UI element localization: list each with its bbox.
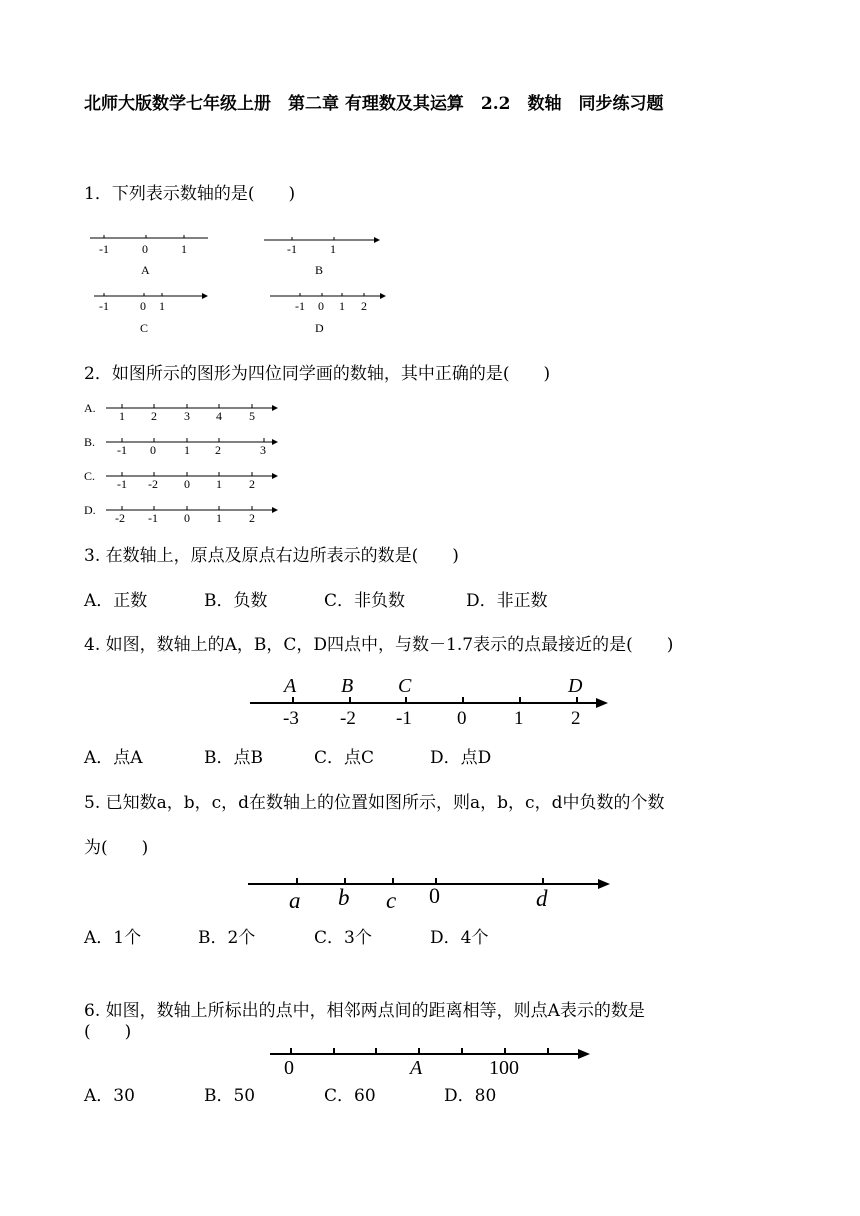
q5-point-a: a [289, 888, 301, 913]
q5-point-c: c [386, 888, 397, 913]
q2-d-tick-neg1: -1 [148, 511, 158, 525]
q1-option-d-axis [270, 293, 386, 335]
q2-c-tick-1: 1 [216, 477, 222, 491]
q3-option-a: A．正数 [84, 591, 148, 611]
q2-a-tick-1: 1 [119, 409, 125, 423]
q4-tick-neg1: -1 [396, 708, 412, 729]
question-3-stem: 3. 在数轴上，原点及原点右边所表示的数是( ) [84, 546, 459, 566]
question-2-stem: 2．如图所示的图形为四位同学画的数轴，其中正确的是( ) [84, 364, 551, 384]
q1-a-label: A [141, 263, 150, 277]
q2-b-tick-1: 1 [184, 443, 190, 457]
q2-row-b-label: B. [84, 435, 96, 449]
q4-tick-neg2: -2 [340, 708, 356, 729]
q4-tick-2: 2 [571, 708, 581, 729]
q4-option-c: C．点C [314, 748, 375, 768]
q4-point-d: D [568, 675, 583, 697]
q6-option-b: B．50 [204, 1086, 256, 1106]
q1-d-tick-2: 2 [361, 299, 367, 313]
q5-origin-label: 0 [429, 883, 440, 908]
q1-d-label: D [315, 321, 324, 335]
q6-tick-100: 100 [489, 1057, 519, 1079]
q4-tick-0: 0 [457, 708, 467, 729]
q1-option-a-axis [90, 235, 208, 277]
q1-option-b-axis [264, 237, 380, 277]
q2-row-d-label: D. [84, 503, 96, 517]
q1-option-c-axis [94, 293, 208, 335]
page-title: 北师大版数学七年级上册 第二章 有理数及其运算 2.2 数轴 同步练习题 [84, 94, 664, 114]
question-5-stem-line2: 为( ) [84, 838, 149, 858]
q2-c-tick-neg2: -2 [148, 477, 158, 491]
q1-c-tick-neg1: -1 [99, 299, 109, 313]
q2-a-tick-2: 2 [151, 409, 157, 423]
q2-b-tick-3: 3 [260, 443, 266, 457]
q4-option-b: B．点B [204, 748, 263, 768]
q2-a-tick-3: 3 [184, 409, 190, 423]
q2-d-tick-1: 1 [216, 511, 222, 525]
q6-option-a: A．30 [84, 1086, 135, 1106]
q3-option-d: D．非正数 [466, 591, 548, 611]
q2-row-b [84, 435, 278, 457]
q2-d-tick-neg2: -2 [115, 511, 125, 525]
q5-point-d: d [536, 886, 548, 911]
q2-row-c-label: C. [84, 469, 96, 483]
q2-d-tick-2: 2 [249, 511, 255, 525]
q2-b-tick-neg1: -1 [117, 443, 127, 457]
q2-c-tick-0: 0 [184, 477, 190, 491]
q4-tick-1: 1 [514, 708, 524, 729]
question-6-stem-line2: ( ) [84, 1022, 132, 1042]
q4-option-d: D．点D [430, 748, 492, 768]
question-1-stem: 1．下列表示数轴的是( ) [84, 184, 296, 204]
q1-d-tick-neg1: -1 [295, 299, 305, 313]
q1-a-tick-neg1: -1 [99, 242, 109, 256]
q5-option-c: C．3个 [314, 928, 372, 948]
q4-point-b: B [341, 675, 354, 697]
question-6-stem-line1: 6. 如图，数轴上所标出的点中，相邻两点间的距离相等，则点A表示的数是 [84, 1001, 645, 1021]
q2-b-tick-0: 0 [150, 443, 156, 457]
q6-point-a: A [410, 1057, 423, 1079]
q3-option-b: B．负数 [204, 591, 268, 611]
q1-d-tick-0: 0 [318, 299, 324, 313]
q4-point-a: A [284, 675, 297, 697]
q4-point-c: C [398, 675, 412, 697]
question-4-stem: 4. 如图，数轴上的A，B，C，D四点中，与数－1.7表示的点最接近的是( ) [84, 635, 674, 655]
q2-a-tick-5: 5 [249, 409, 255, 423]
q3-option-c: C．非负数 [324, 591, 406, 611]
q2-b-tick-2: 2 [215, 443, 221, 457]
q1-a-tick-1: 1 [181, 242, 187, 256]
q1-d-tick-1: 1 [339, 299, 345, 313]
q1-c-tick-1: 1 [159, 299, 165, 313]
q5-option-b: B．2个 [198, 928, 256, 948]
q2-a-tick-4: 4 [216, 409, 222, 423]
q5-option-a: A．1个 [84, 928, 142, 948]
q5-figure [248, 872, 618, 916]
q2-c-tick-2: 2 [249, 477, 255, 491]
q6-option-d: D．80 [444, 1086, 497, 1106]
q4-figure [250, 672, 620, 734]
q2-d-tick-0: 0 [184, 511, 190, 525]
q6-option-c: C．60 [324, 1086, 376, 1106]
q4-tick-neg3: -3 [283, 708, 299, 729]
q4-option-a: A．点A [84, 748, 143, 768]
q1-c-label: C [140, 321, 149, 335]
q6-figure [270, 1044, 600, 1080]
q2-c-tick-neg1: -1 [117, 477, 127, 491]
q1-c-tick-0: 0 [140, 299, 146, 313]
q1-b-label: B [315, 263, 324, 277]
q2-row-c [84, 469, 278, 491]
q6-tick-0: 0 [284, 1057, 294, 1079]
question-5-stem-line1: 5. 已知数a，b，c，d在数轴上的位置如图所示，则a，b，c，d中负数的个数 [84, 793, 665, 813]
q1-b-tick-neg1: -1 [287, 242, 297, 256]
q2-row-d [84, 503, 278, 525]
q2-figure [84, 396, 294, 526]
q1-b-tick-1: 1 [330, 242, 336, 256]
q5-point-b: b [338, 885, 350, 910]
q1-a-tick-0: 0 [142, 242, 148, 256]
q2-row-a [84, 401, 278, 423]
q2-row-a-label: A. [84, 401, 96, 415]
q5-option-d: D．4个 [430, 928, 489, 948]
q1-figure [84, 226, 404, 338]
